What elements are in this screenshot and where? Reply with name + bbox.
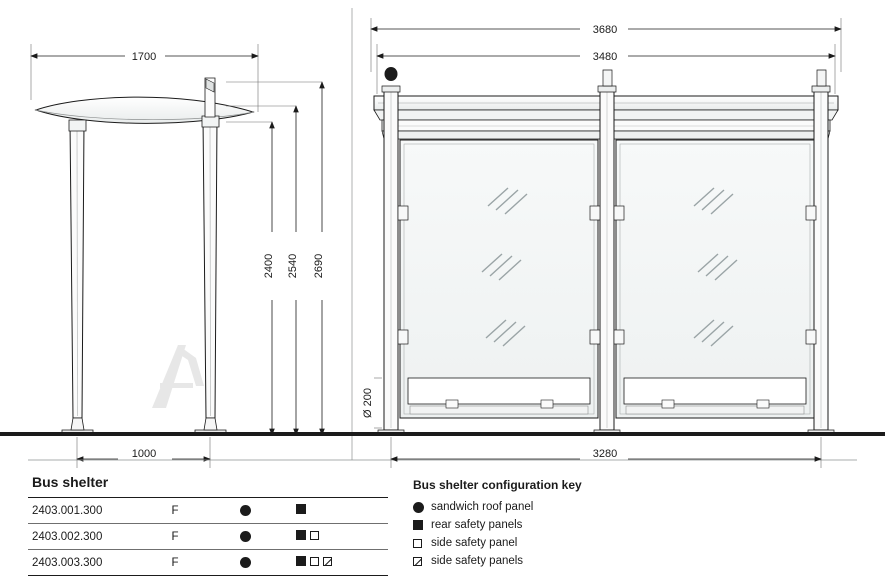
configuration-key xyxy=(413,478,743,570)
dimtext-2690: 2690 xyxy=(313,253,325,279)
row-panel-symbols xyxy=(284,556,388,569)
dimension-base-3280 xyxy=(391,437,821,468)
ground-line xyxy=(0,432,885,436)
row-variant: F xyxy=(171,504,179,517)
circle-fill-icon xyxy=(240,505,251,516)
watermark-person-figure xyxy=(152,345,204,408)
square-fill-icon xyxy=(296,504,306,514)
circle-fill-icon xyxy=(413,502,431,513)
table-row[interactable] xyxy=(28,524,388,550)
post-left xyxy=(62,120,93,435)
safety-panel-right xyxy=(614,140,816,418)
dimtext-1000: 1000 xyxy=(131,448,157,460)
row-code: 2403.003.300 xyxy=(32,556,103,569)
dimension-post-diameter xyxy=(362,378,382,428)
circle-fill-icon xyxy=(240,531,251,542)
key-item-label: side safety panel xyxy=(431,537,518,549)
canopy-roof xyxy=(36,97,253,123)
dimension-left-heights xyxy=(226,82,325,435)
square-fill-icon xyxy=(296,530,306,540)
square-open-icon xyxy=(413,539,431,548)
row-roof-symbol xyxy=(206,505,284,517)
key-item-side-safety-panels xyxy=(413,552,743,570)
product-variant-table xyxy=(28,470,388,576)
dimtext-2540: 2540 xyxy=(287,253,299,279)
row-panel-symbols xyxy=(284,530,388,543)
key-item-side-safety-panel xyxy=(413,534,743,552)
key-item-label: side safety panels xyxy=(431,555,524,567)
square-fill-icon xyxy=(296,556,306,566)
square-open-icon xyxy=(310,531,319,540)
dimtext-3680: 3680 xyxy=(592,24,618,36)
row-panel-symbols xyxy=(284,504,388,517)
key-item-sandwich-roof-panel xyxy=(413,498,743,516)
key-item-label: rear safety panels xyxy=(431,519,523,531)
dimtext-1700: 1700 xyxy=(131,51,157,63)
square-open-icon xyxy=(310,557,319,566)
key-item-label: sandwich roof panel xyxy=(431,501,534,513)
table-title: Bus shelter xyxy=(28,470,388,498)
dimtext-diameter: Ø 200 xyxy=(362,388,374,418)
safety-panel-left xyxy=(398,140,600,418)
row-roof-symbol xyxy=(206,531,284,543)
key-item-rear-safety-panels xyxy=(413,516,743,534)
row-code: 2403.002.300 xyxy=(32,530,103,543)
table-row[interactable] xyxy=(28,550,388,576)
row-roof-symbol xyxy=(206,557,284,569)
dimtext-2400: 2400 xyxy=(263,253,275,279)
row-variant: F xyxy=(171,530,179,543)
square-fill-icon xyxy=(413,520,431,530)
square-diagonal-icon xyxy=(413,557,431,566)
dimension-overall-3680 xyxy=(371,18,841,72)
dimtext-3480: 3480 xyxy=(592,51,618,63)
dimtext-3280: 3280 xyxy=(592,448,618,460)
row-code: 2403.001.300 xyxy=(32,504,103,517)
front-elevation xyxy=(362,18,841,468)
table-row[interactable] xyxy=(28,498,388,524)
key-title: Bus shelter configuration key xyxy=(413,478,582,492)
circle-fill-icon xyxy=(240,557,251,568)
square-diagonal-icon xyxy=(323,557,332,566)
dimension-left-base-1000 xyxy=(77,437,210,468)
row-variant: F xyxy=(171,556,179,569)
side-elevation xyxy=(31,44,325,468)
